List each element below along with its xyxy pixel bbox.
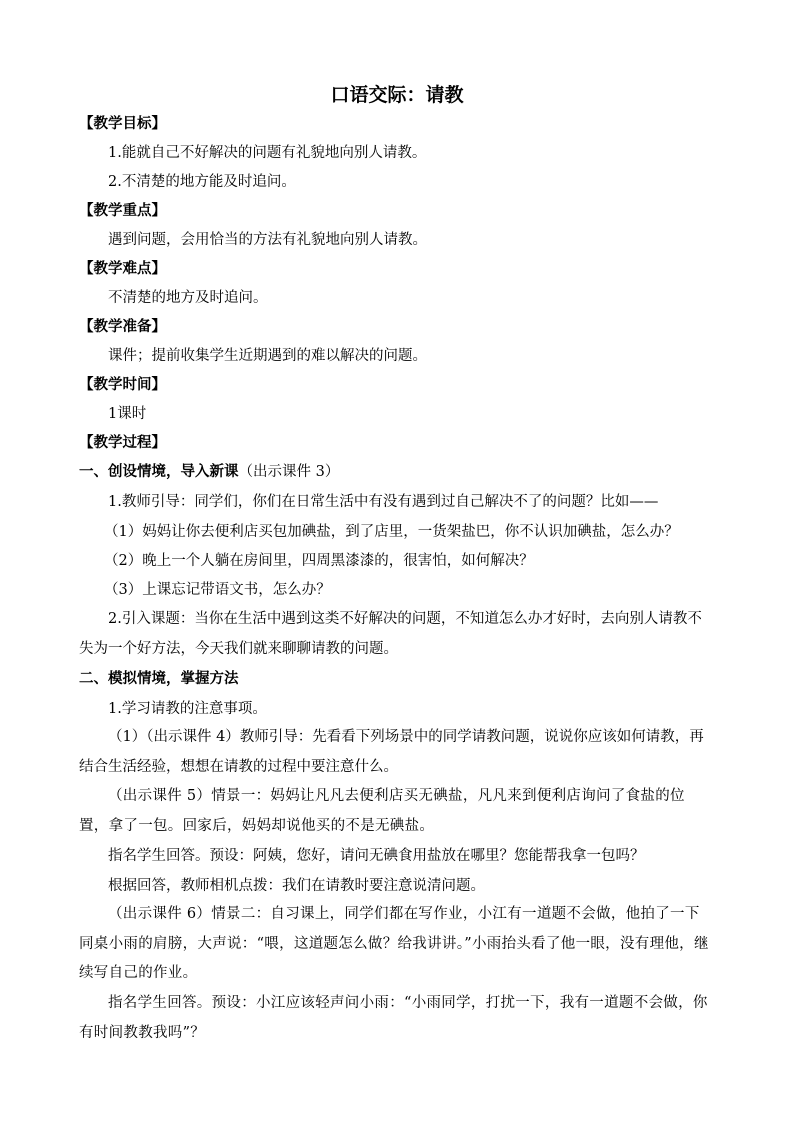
difficulties-text: 不清楚的地方及时追问。 <box>108 290 268 306</box>
example-item-1: （1）妈妈让你去便利店买包加碘盐，到了店里，一货架盐巴，你不认识加碘盐，怎么办？ <box>104 524 679 540</box>
paragraph-scenario-one: （出示课件 5）情景一：妈妈让凡凡去便利店买无碘盐，凡凡来到便利店询问了食盐的位置，拿了一包。回家后，妈妈却说他买的不是无碘盐。 <box>79 788 685 834</box>
section-heading-key-points: 【教学重点】 <box>79 203 166 219</box>
step-one-heading <box>79 462 339 482</box>
paragraph-answer-two: 指名学生回答。预设：小江应该轻声问小雨：“小雨同学，打扰一下，我有一道题不会做，你有时间教教我吗”？ <box>79 995 708 1041</box>
paragraph-answer-one: 指名学生回答。预设：阿姨，您好，请问无碘食用盐放在哪里？您能帮我拿一包吗？ <box>108 848 645 864</box>
step-two-title: 二、模拟情境，掌握方法 <box>79 671 239 687</box>
goal-item-2: 2.不清楚的地方能及时追问。 <box>108 174 296 190</box>
paragraph-courseware-4: （1）（出示课件 4）教师引导：先看看下列场景中的同学请教问题，说说你应该如何请教，再结合生活经验，想想在请教的过程中要注意什么。 <box>79 729 704 775</box>
paragraph-hint-one: 根据回答，教师相机点拨：我们在请教时要注意说清问题。 <box>108 878 485 894</box>
section-heading-process: 【教学过程】 <box>79 435 166 451</box>
key-points-text: 遇到问题，会用恰当的方法有礼貌地向别人请教。 <box>108 232 427 248</box>
preparation-text: 课件；提前收集学生近期遇到的难以解决的问题。 <box>108 348 427 364</box>
paragraph-scenario-two: （出示课件 6）情景二：自习课上，同学们都在写作业，小江有一道题不会做，他拍了一下同桌小雨的肩膀，大声说：“喂，这道题怎么做？给我讲讲。”小雨抬头看了他一眼，没有理他，继续写自己的作业。 <box>79 906 709 981</box>
paragraph-learn-tips: 1.学习请教的注意事项。 <box>108 701 267 717</box>
paragraph-introduce-topic: 2.引入课题：当你在生活中遇到这类不好解决的问题，不知道怎么办才好时，去向别人请教不失为一个好方法，今天我们就来聊聊请教的问题。 <box>79 611 702 657</box>
section-heading-goals: 【教学目标】 <box>79 116 166 132</box>
example-item-2: （2）晚上一个人躺在房间里，四周黑漆漆的，很害怕，如何解决？ <box>104 553 534 569</box>
step-one-title: 一、创设情境，导入新课 <box>79 464 239 480</box>
section-heading-difficulties: 【教学难点】 <box>79 261 166 277</box>
goal-item-1: 1.能就自己不好解决的问题有礼貌地向别人请教。 <box>108 145 427 161</box>
example-item-3: （3）上课忘记带语文书，怎么办？ <box>104 582 331 598</box>
page-title: 口语交际：请教 <box>330 84 464 106</box>
paragraph-teacher-guide: 1.教师引导：同学们，你们在日常生活中有没有遇到过自己解决不了的问题？比如—— <box>108 494 659 510</box>
step-two-heading <box>79 669 239 689</box>
section-heading-preparation: 【教学准备】 <box>79 319 166 335</box>
section-heading-time: 【教学时间】 <box>79 377 166 393</box>
time-text: 1课时 <box>108 406 147 422</box>
step-one-note: （出示课件 3） <box>238 464 340 480</box>
